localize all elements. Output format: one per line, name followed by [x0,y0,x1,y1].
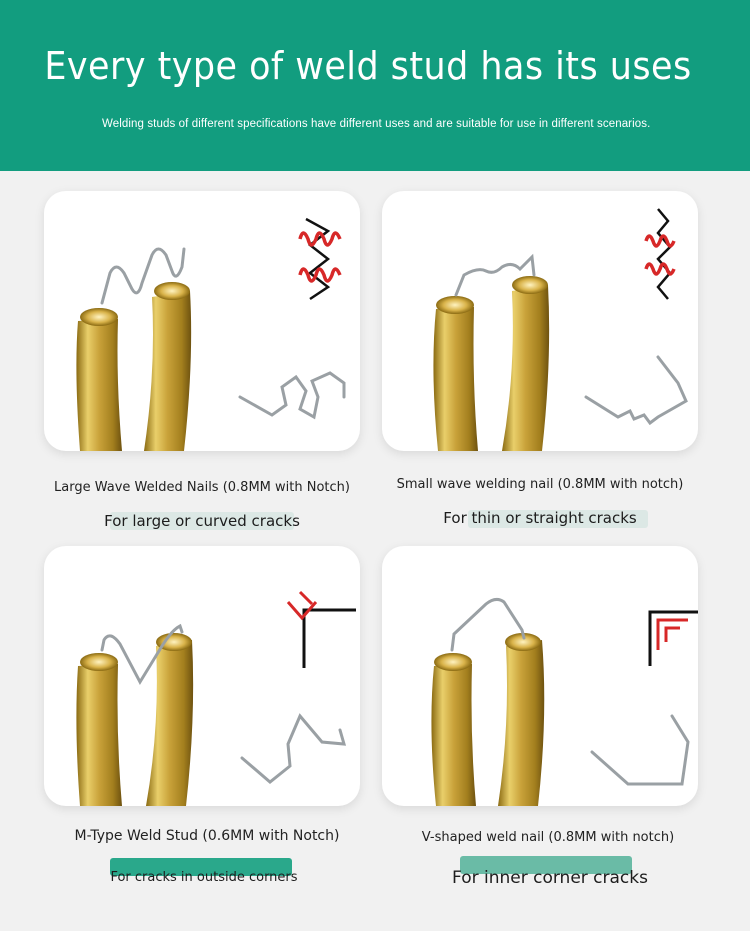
product-name-v-shaped: V-shaped weld nail (0.8MM with notch) [421,830,675,845]
product-use-large-wave: For large or curved cracks [104,512,300,530]
product-card-small-wave [382,191,698,451]
product-card-large-wave [44,191,360,451]
page-title: Every type of weld stud has its uses [44,44,692,88]
product-card-v-shaped [382,546,698,806]
product-use-m-type: For cracks in outside corners [110,870,298,885]
product-name-m-type: M-Type Weld Stud (0.6MM with Notch) [74,828,340,844]
small-zigzag-crack-icon [646,209,674,299]
product-name-large-wave: Large Wave Welded Nails (0.8MM with Notch) [54,480,350,495]
header-banner [0,0,750,171]
product-card-m-type [44,546,360,806]
m-type-stud-illustration [44,546,360,806]
product-use-small-wave: For thin or straight cracks [443,509,637,527]
page-subtitle: Welding studs of different specifications have different uses and are suitable for use in different scenarios. [102,118,651,130]
large-wave-stud-illustration [44,191,360,451]
inner-corner-crack-icon [650,612,698,666]
product-use-v-shaped: For inner corner cracks [452,868,648,888]
product-name-small-wave: Small wave welding nail (0.8MM with notch) [396,477,684,492]
outside-corner-crack-icon [288,592,356,668]
zigzag-crack-icon [300,219,340,299]
small-wave-stud-illustration [382,191,698,451]
v-shaped-stud-illustration [382,546,698,806]
